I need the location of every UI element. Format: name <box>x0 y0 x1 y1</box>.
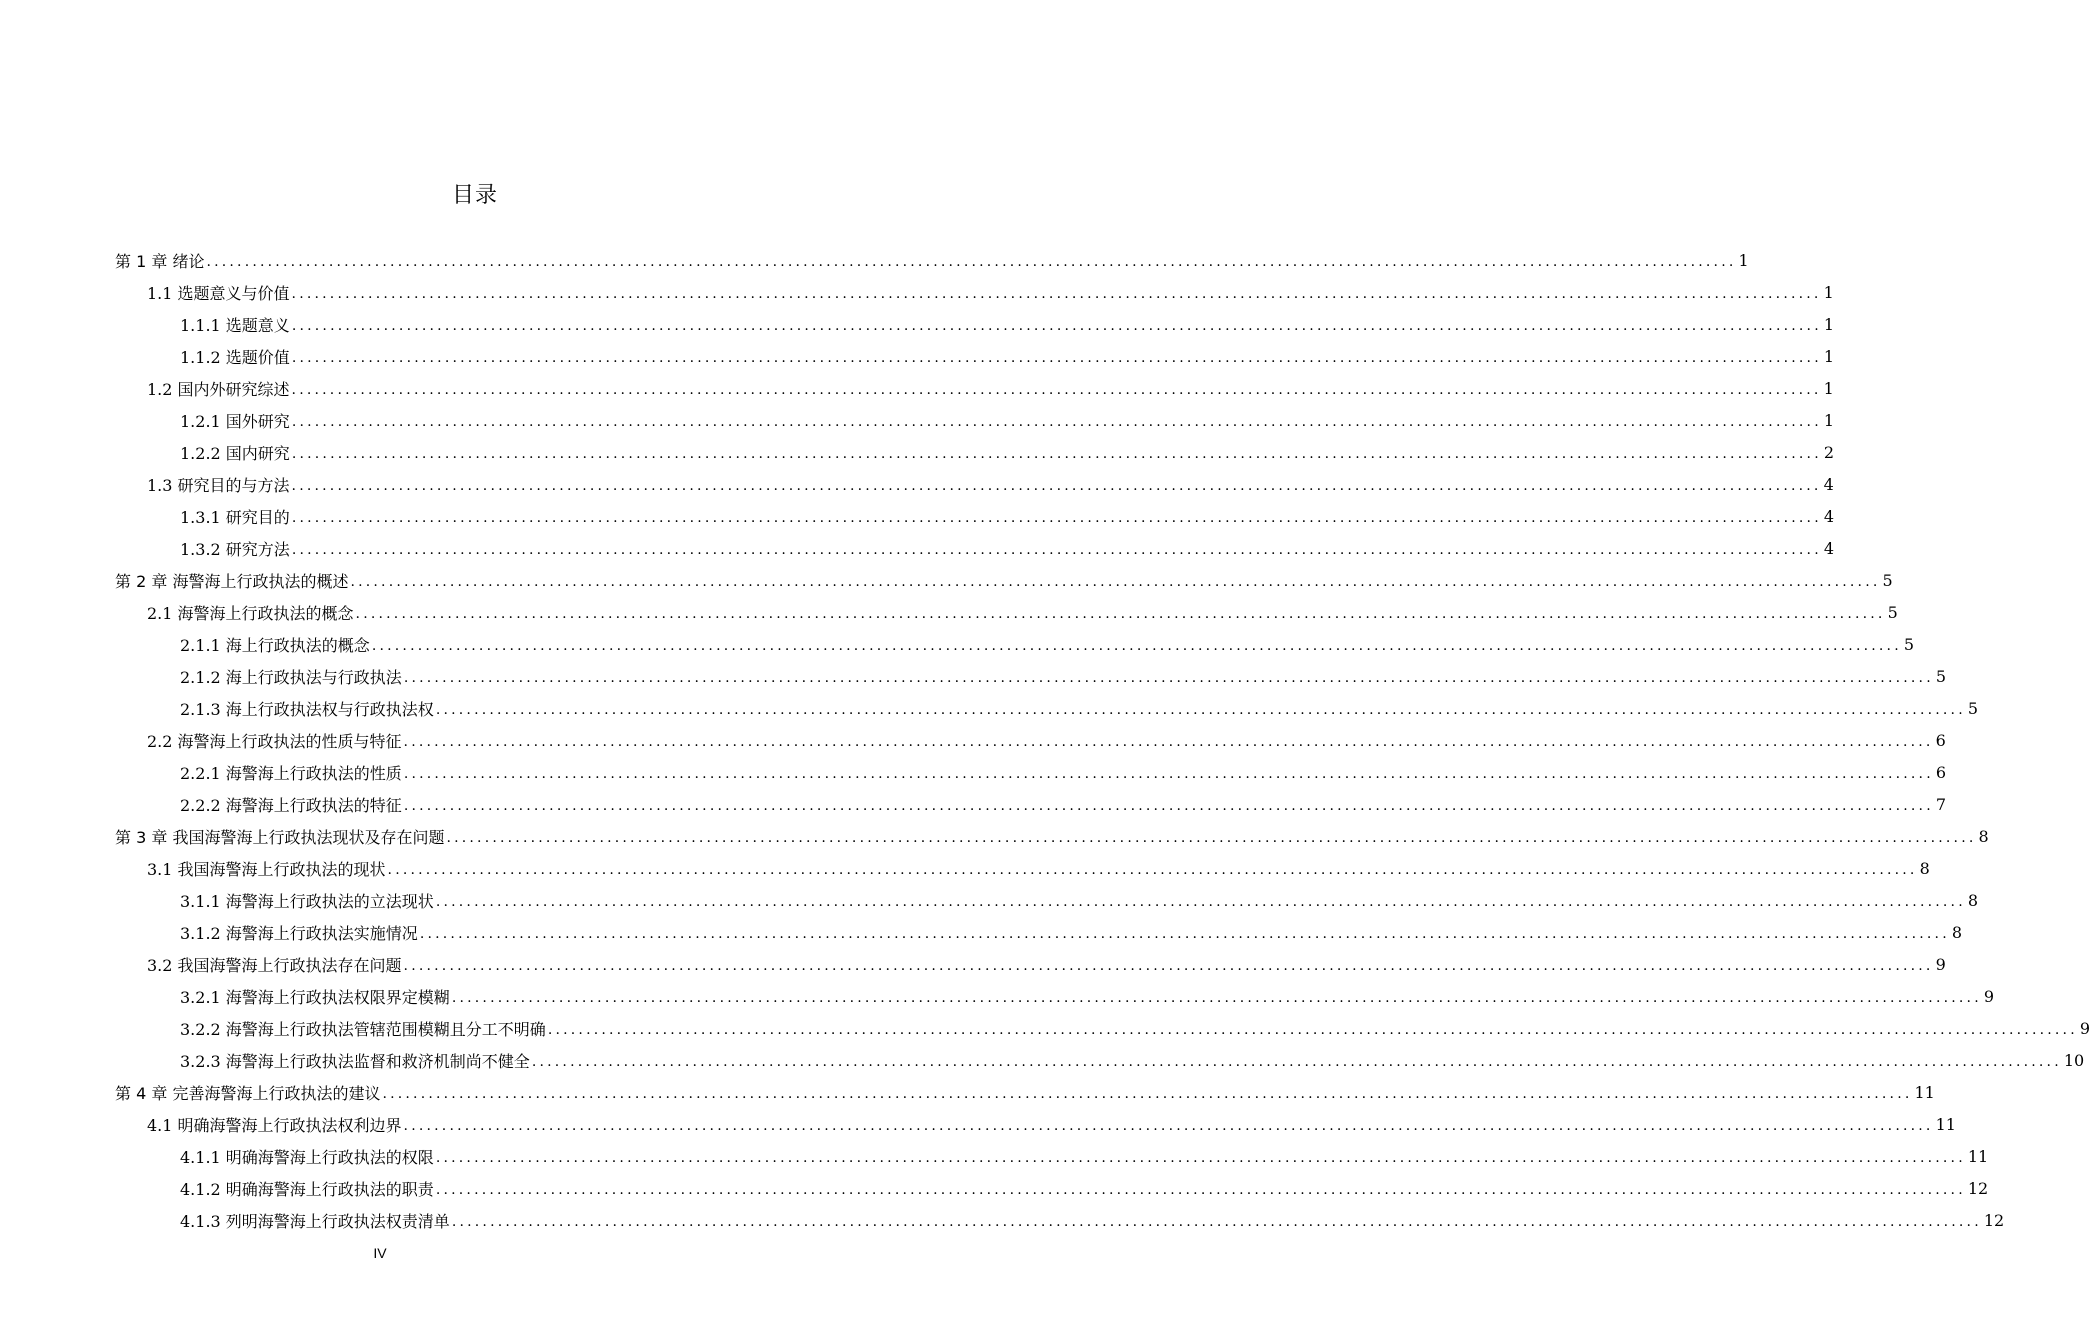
toc-leader-dots: ........................................................................................................................................................................................................ <box>403 1118 1934 1134</box>
toc-entry-label: 3.2.1 海警海上行政执法权限界定模糊 <box>180 987 450 1007</box>
toc-entry-label: 4.1.1 明确海警海上行政执法的权限 <box>180 1147 434 1167</box>
toc-entry-page: 1 <box>1738 250 1749 270</box>
toc-entry[interactable] <box>180 1140 1989 1172</box>
toc-entry-label: 1.1.1 选题意义 <box>180 315 290 335</box>
toc-entry-page: 5 <box>1967 698 1979 718</box>
toc-entry[interactable] <box>180 340 1835 372</box>
toc-leader-dots: ........................................................................................................................................................................................................ <box>382 1086 1913 1102</box>
toc-entry[interactable] <box>147 1108 1956 1140</box>
toc-leader-dots: ........................................................................................................................................................................................................ <box>291 542 1822 558</box>
toc-entry[interactable] <box>147 372 1834 404</box>
toc-entry[interactable] <box>180 500 1835 532</box>
toc-entry-page: 9 <box>1983 986 1995 1006</box>
toc-entry-label: 第 1 章 绪论 <box>115 251 205 271</box>
toc-entry-page: 11 <box>1967 1146 1989 1166</box>
toc-entry[interactable] <box>115 1076 1935 1108</box>
toc-entry[interactable] <box>180 1204 2005 1236</box>
toc-entry-page: 8 <box>1967 890 1979 910</box>
toc-entry-page: 4 <box>1823 474 1834 494</box>
toc-entry[interactable] <box>180 628 1915 660</box>
toc-entry-label: 3.2 我国海警海上行政执法存在问题 <box>147 955 402 975</box>
toc-leader-dots: ........................................................................................................................................................................................................ <box>435 894 1966 910</box>
toc-entry-label: 1.1 选题意义与价值 <box>147 283 290 303</box>
toc-entry[interactable] <box>180 884 1979 916</box>
toc-leader-dots: ........................................................................................................................................................................................................ <box>403 670 1934 686</box>
toc-leader-dots: ........................................................................................................................................................................................................ <box>350 574 1881 590</box>
toc-entry[interactable] <box>180 916 1963 948</box>
toc-entry-page: 1 <box>1823 346 1835 366</box>
toc-entry-label: 2.1.1 海上行政执法的概念 <box>180 635 370 655</box>
toc-entry[interactable] <box>147 276 1834 308</box>
toc-leader-dots: ........................................................................................................................................................................................................ <box>531 1054 2062 1070</box>
toc-entry[interactable] <box>147 948 1946 980</box>
toc-entry[interactable] <box>180 692 1979 724</box>
toc-leader-dots: ........................................................................................................................................................................................................ <box>291 414 1822 430</box>
toc-entry-page: 5 <box>1882 570 1893 590</box>
toc-leader-dots: ........................................................................................................................................................................................................ <box>387 862 1918 878</box>
toc-entry-label: 4.1.3 列明海警海上行政执法权责清单 <box>180 1211 450 1231</box>
toc-leader-dots: ........................................................................................................................................................................................................ <box>291 382 1822 398</box>
toc-leader-dots: ........................................................................................................................................................................................................ <box>403 734 1934 750</box>
toc-entry[interactable] <box>147 852 1930 884</box>
page-title: 目录 <box>451 183 498 208</box>
toc-entry-page: 5 <box>1935 666 1947 686</box>
toc-leader-dots: ........................................................................................................................................................................................................ <box>451 990 1982 1006</box>
toc-entry-label: 1.2.1 国外研究 <box>180 411 290 431</box>
toc-entry-label: 3.1 我国海警海上行政执法的现状 <box>147 859 386 879</box>
toc-entry-page: 5 <box>1887 602 1898 622</box>
toc-entry-page: 5 <box>1903 634 1915 654</box>
toc-leader-dots: ........................................................................................................................................................................................................ <box>403 958 1934 974</box>
toc-entry-label: 2.1.2 海上行政执法与行政执法 <box>180 667 402 687</box>
toc-entry-label: 3.2.3 海警海上行政执法监督和救济机制尚不健全 <box>180 1051 530 1071</box>
toc-leader-dots: ........................................................................................................................................................................................................ <box>419 926 1950 942</box>
toc-entry-label: 第 3 章 我国海警海上行政执法现状及存在问题 <box>115 827 445 847</box>
toc-leader-dots: ........................................................................................................................................................................................................ <box>291 286 1822 302</box>
toc-entry-page: 8 <box>1919 858 1930 878</box>
toc-entry[interactable] <box>180 404 1835 436</box>
toc-entry-page: 10 <box>2063 1050 2085 1070</box>
toc-leader-dots: ........................................................................................................................................................................................................ <box>355 606 1886 622</box>
toc-entry-label: 1.2 国内外研究综述 <box>147 379 290 399</box>
toc-entry-label: 1.3.2 研究方法 <box>180 539 290 559</box>
toc-leader-dots: ........................................................................................................................................................................................................ <box>435 1150 1966 1166</box>
toc-entry-page: 8 <box>1978 826 1989 846</box>
toc-entry[interactable] <box>180 660 1947 692</box>
toc-leader-dots: ........................................................................................................................................................................................................ <box>291 446 1822 462</box>
toc-entry-label: 第 2 章 海警海上行政执法的概述 <box>115 571 349 591</box>
toc-entry-page: 6 <box>1935 730 1946 750</box>
toc-entry[interactable] <box>180 436 1835 468</box>
toc-entry-page: 1 <box>1823 410 1835 430</box>
toc-entry[interactable] <box>115 564 1893 596</box>
toc-entry-page: 11 <box>1914 1082 1935 1102</box>
toc-entry-label: 2.1 海警海上行政执法的概念 <box>147 603 354 623</box>
toc-leader-dots: ........................................................................................................................................................................................................ <box>291 478 1822 494</box>
toc-entry-label: 1.3 研究目的与方法 <box>147 475 290 495</box>
toc-entry[interactable] <box>180 532 1835 564</box>
toc-leader-dots: ........................................................................................................................................................................................................ <box>435 702 1966 718</box>
toc-entry-page: 7 <box>1935 794 1947 814</box>
toc-leader-dots: ........................................................................................................................................................................................................ <box>291 510 1822 526</box>
toc-entry-label: 1.1.2 选题价值 <box>180 347 290 367</box>
toc-leader-dots: ........................................................................................................................................................................................................ <box>451 1214 1982 1230</box>
toc-entry-page: 1 <box>1823 378 1834 398</box>
toc-entry-label: 2.2 海警海上行政执法的性质与特征 <box>147 731 402 751</box>
toc-entry-page: 12 <box>1967 1178 1989 1198</box>
toc-entry-label: 第 4 章 完善海警海上行政执法的建议 <box>115 1083 381 1103</box>
toc-entry[interactable] <box>180 1044 2085 1076</box>
toc-entry-label: 3.2.2 海警海上行政执法管辖范围模糊且分工不明确 <box>180 1019 546 1039</box>
toc-entry-label: 2.2.1 海警海上行政执法的性质 <box>180 763 402 783</box>
toc-entry[interactable] <box>147 724 1946 756</box>
toc-leader-dots: ........................................................................................................................................................................................................ <box>291 350 1822 366</box>
toc-leader-dots: ........................................................................................................................................................................................................ <box>446 830 1977 846</box>
toc-entry[interactable] <box>180 1172 1989 1204</box>
toc-entry-page: 4 <box>1823 506 1835 526</box>
toc-entry[interactable] <box>115 820 1989 852</box>
toc-entry-page: 8 <box>1951 922 1963 942</box>
toc-entry-page: 4 <box>1823 538 1835 558</box>
toc-leader-dots: ........................................................................................................................................................................................................ <box>403 766 1934 782</box>
toc-entry-label: 4.1 明确海警海上行政执法权利边界 <box>147 1115 402 1135</box>
toc-entry-page: 6 <box>1935 762 1947 782</box>
toc-entry-page: 11 <box>1935 1114 1956 1134</box>
toc-entry-page: 1 <box>1823 282 1834 302</box>
toc-entry-label: 1.2.2 国内研究 <box>180 443 290 463</box>
toc-entry-page: 12 <box>1983 1210 2005 1230</box>
toc-entry-page: 2 <box>1823 442 1835 462</box>
toc-entry-label: 1.3.1 研究目的 <box>180 507 290 527</box>
toc-entry-label: 4.1.2 明确海警海上行政执法的职责 <box>180 1179 434 1199</box>
toc-leader-dots: ........................................................................................................................................................................................................ <box>371 638 1902 654</box>
toc-entry-label: 2.1.3 海上行政执法权与行政执法权 <box>180 699 434 719</box>
toc-leader-dots: ........................................................................................................................................................................................................ <box>547 1022 2078 1038</box>
toc-entry-label: 2.2.2 海警海上行政执法的特征 <box>180 795 402 815</box>
toc-leader-dots: ........................................................................................................................................................................................................ <box>435 1182 1966 1198</box>
toc-leader-dots: ........................................................................................................................................................................................................ <box>206 254 1737 270</box>
toc-entry[interactable] <box>147 468 1834 500</box>
toc-leader-dots: ........................................................................................................................................................................................................ <box>291 318 1822 334</box>
toc-entry[interactable] <box>115 244 1749 276</box>
toc-entry-label: 3.1.1 海警海上行政执法的立法现状 <box>180 891 434 911</box>
toc-entry[interactable] <box>180 788 1947 820</box>
toc-entry-label: 3.1.2 海警海上行政执法实施情况 <box>180 923 418 943</box>
toc-entry[interactable] <box>180 980 1995 1012</box>
page-number-footer: IV <box>373 1245 387 1261</box>
toc-entry-page: 9 <box>1935 954 1946 974</box>
toc-entry[interactable] <box>147 596 1898 628</box>
toc-leader-dots: ........................................................................................................................................................................................................ <box>403 798 1934 814</box>
toc-entry[interactable] <box>180 756 1947 788</box>
toc-entry-page: 1 <box>1823 314 1835 334</box>
toc-entry[interactable] <box>180 308 1835 340</box>
toc-entry[interactable] <box>180 1012 2090 1044</box>
toc-entry-page: 9 <box>2079 1018 2090 1038</box>
